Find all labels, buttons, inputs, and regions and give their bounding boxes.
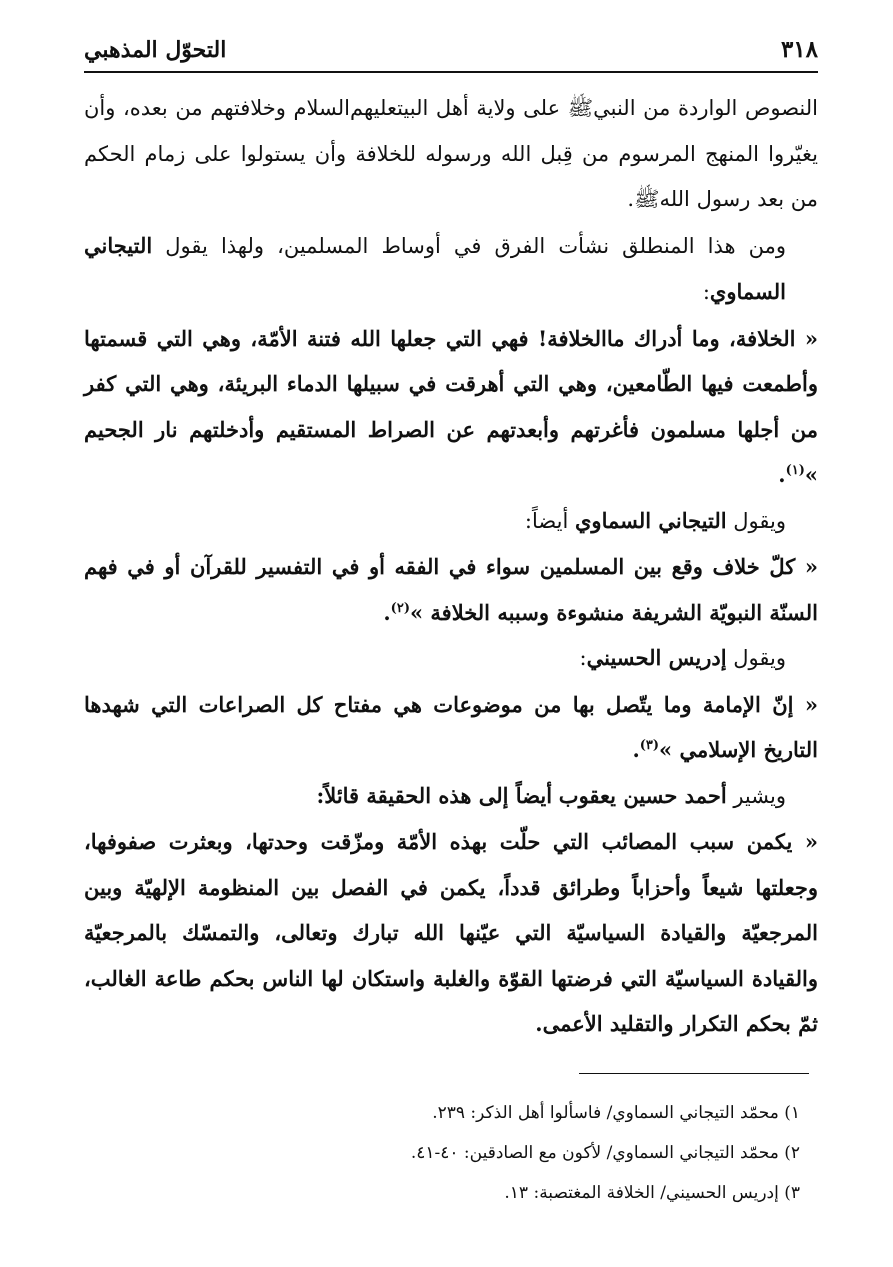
footnote-1: ١) محمّد التيجاني السماوي/ فاسألوا أهل الذكر: ٢٣٩. xyxy=(432,1103,800,1123)
main-text xyxy=(84,86,818,1047)
paragraph-intro: النصوص الواردة من النبيﷺ على ولاية أهل البيتعليهم‌السلام وخلافتهم من بعده، وأن يغيّروا المنهج المرسوم من قِبل الله ورسوله للخلافة وأن يستولوا على زمام الحكم من بعد رسول اللهﷺ. xyxy=(84,96,818,211)
paragraph-tail: : xyxy=(702,280,710,304)
author-name: إدريس الحسيني xyxy=(586,645,727,670)
paragraph-yaqub-intro xyxy=(84,773,818,820)
quote-2: « كلّ خلاف وقع بين المسلمين سواء في الفقه أو في التفسير للقرآن أو في فهم السنّة النبويّة الشريفة منشوءة وسببه الخلافة »$^{(٢)}$. xyxy=(84,554,818,625)
paragraph-tail: أيضاً إلى هذه الحقيقة قائلاً: xyxy=(316,782,553,808)
quote-1: « الخلافة، وما أدراك ماالخلافة! فهي التي جعلها الله فتنة الأمّة، وهي التي قسمتها وأطمعت فيها الطّامعين، وهي التي أهرقت في سبيلها الدماء البريئة، وهي التي كفر من أجلها مسلمون فأغرتهم وأبعدتهم عن الصراط المستقيم وأدخلتهم نار الجحيم »$^{(١)}$. xyxy=(84,325,818,487)
quote-text: « إنّ الإمامة وما يتّصل بها من موضوعات هي مفتاح كل الصراعات التي شهدها التاريخ الإسلامي » xyxy=(84,691,818,762)
footnote-divider xyxy=(579,1073,809,1074)
paragraph-tijani-again xyxy=(84,498,818,545)
paragraph-lead: ومن هذا المنطلق نشأت الفرق في أوساط المسلمين، ولهذا يقول xyxy=(165,233,786,258)
footnotes xyxy=(84,1093,800,1213)
paragraph-husseini-intro xyxy=(84,635,818,682)
paragraph-tijani-intro xyxy=(84,223,818,316)
author-name: التيجاني السماوي xyxy=(574,507,727,533)
paragraph-tail: أيضاً: xyxy=(524,508,569,533)
quote-text: « الخلافة، وما أدراك ماالخلافة! فهي التي جعلها الله فتنة الأمّة، وهي التي قسمتها وأطمعت فيها الطّامعين، وهي التي أهرقت في سبيلها الدماء البريئة، وهي التي كفر من أجلها مسلمون فأغرتهم وأبعدتهم عن الصراط المستقيم وأدخلتهم نار الجحيم » xyxy=(84,325,818,487)
author-name: التيجاني السماوي xyxy=(84,232,786,304)
page-number: ٣١٨ xyxy=(780,36,818,63)
paragraph-tail: : xyxy=(579,646,587,670)
quote-3: « إنّ الإمامة وما يتّصل بها من موضوعات هي مفتاح كل الصراعات التي شهدها التاريخ الإسلامي »$^{(٣)}$. xyxy=(84,691,818,762)
footnote-2: ٢) محمّد التيجاني السماوي/ لأكون مع الصادقين: ٤٠-٤١. xyxy=(410,1143,800,1163)
footnote-ref-3: (٣) xyxy=(639,738,660,753)
quote-text: « كلّ خلاف وقع بين المسلمين سواء في الفقه أو في التفسير للقرآن أو في فهم السنّة النبويّة الشريفة منشوءة وسببه الخلافة » xyxy=(84,554,818,625)
author-name: أحمد حسين يعقوب xyxy=(558,782,727,808)
running-title: التحوّل المذهبي xyxy=(84,37,227,63)
footnote-ref-2: (٢) xyxy=(390,600,410,616)
footnote-ref-1: (١) xyxy=(785,463,805,478)
header-divider xyxy=(84,71,818,73)
footnote-3: ٣) إدريس الحسيني/ الخلافة المغتصبة: ١٣. xyxy=(504,1183,800,1203)
paragraph-lead: ويقول xyxy=(733,508,786,533)
quote-4: « يكمن سبب المصائب التي حلّت بهذه الأمّة ومزّقت وحدتها، وبعثرت صفوفها، وجعلتها شيعاً وأحزاباً وطرائق قدداً، يكمن في الفصل بين المنظومة الإلهيّة وبين المرجعيّة والقيادة السياسيّة التي عيّنها الله تبارك وتعالى، والتمسّك بالمرجعيّة والقيادة السياسيّة التي فرضتها القوّة والغلبة واستكان لها الناس بحكم طاعة الغالب، ثمّ بحكم التكرار والتقليد الأعمى. xyxy=(84,829,818,1036)
paragraph-lead: ويقول xyxy=(733,646,786,670)
paragraph-lead: ويشير xyxy=(733,783,786,808)
page-header xyxy=(84,22,818,68)
